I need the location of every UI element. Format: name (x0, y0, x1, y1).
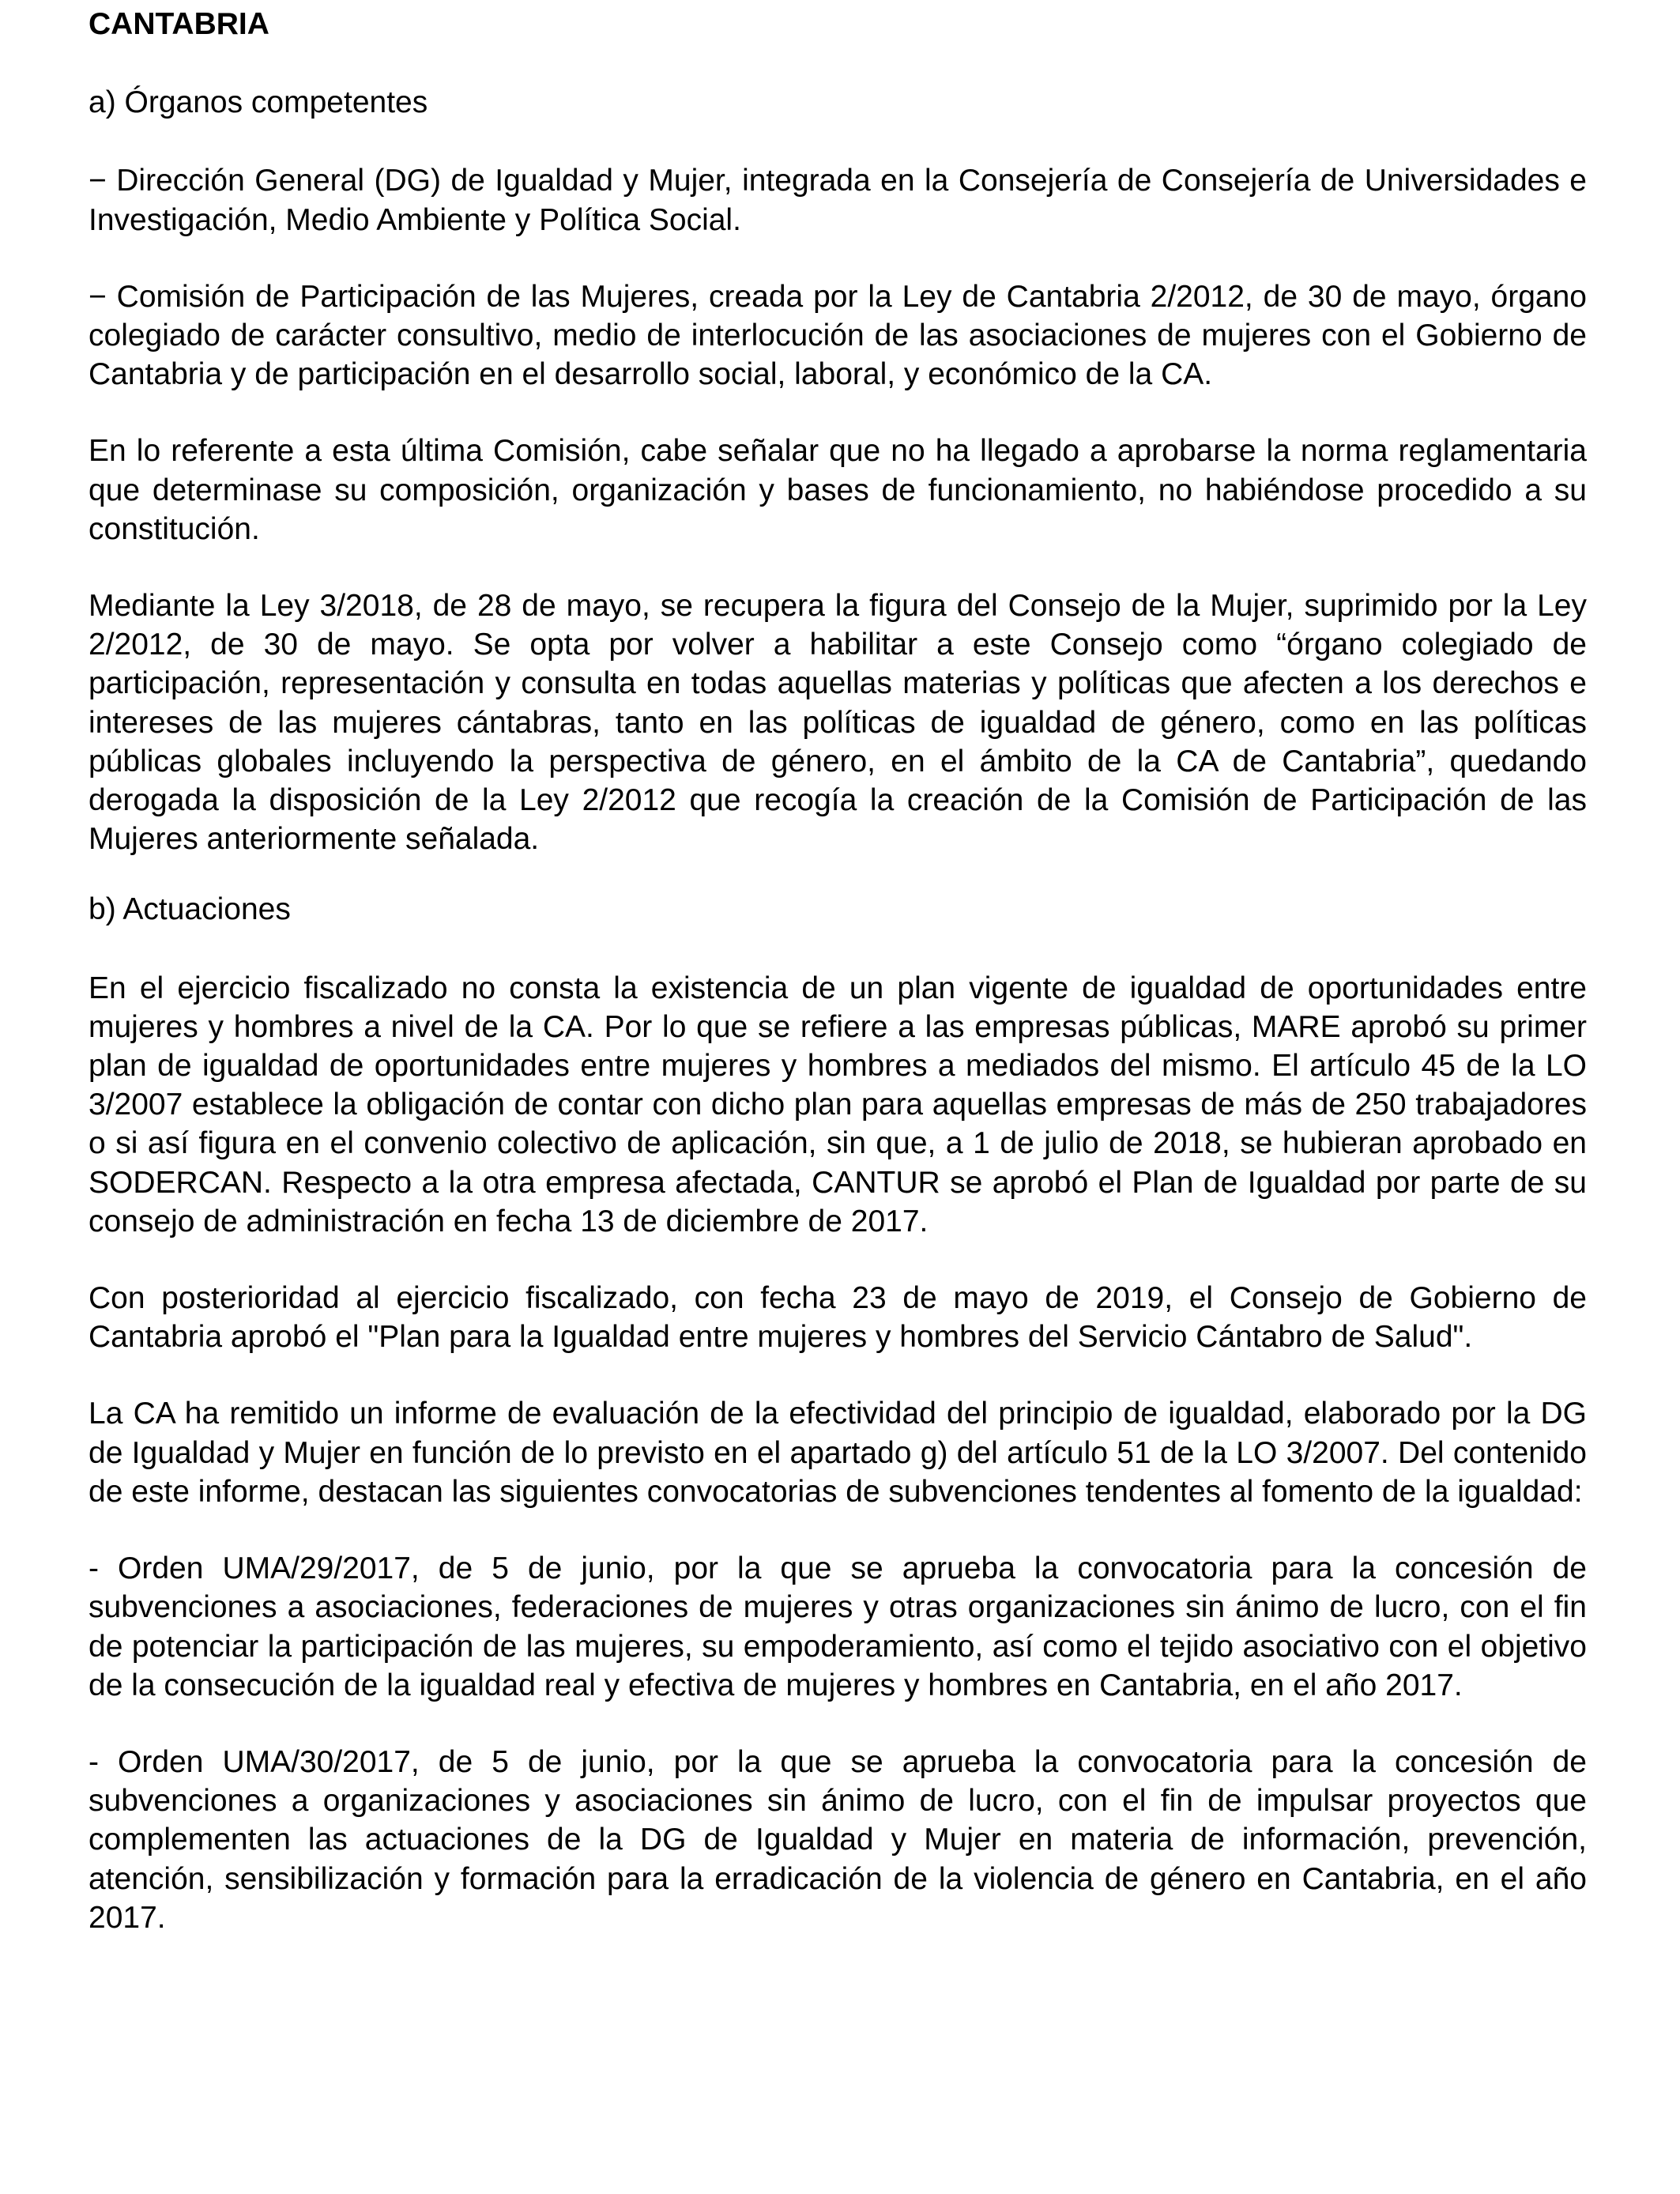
paragraph-ley-3-2018: Mediante la Ley 3/2018, de 28 de mayo, se recupera la figura del Consejo de la Mujer, suprimido por la Ley 2/2012, de 30 de mayo. Se opta por volver a habilitar a este Consejo como “órgano colegiado de participación, representación y consulta en todas aquellas materias y políticas que afecten a los derechos e intereses de las mujeres cántabras, tanto en las políticas de igualdad de género, como en las políticas públicas globales incluyendo la perspectiva de género, en el ámbito de la CA de Cantabria”, quedando derogada la disposición de la Ley 2/2012 que recogía la creación de la Comisión de Participación de las Mujeres anteriormente señalada. (89, 589, 1587, 857)
paragraph-orden-uma-29-2017: - Orden UMA/29/2017, de 5 de junio, por la que se aprueba la convocatoria para la concesión de subvenciones a asociaciones, federaciones de mujeres y otras organizaciones sin ánimo de lucro, con el fin de potenciar la participación de las mujeres, su empoderamiento, así como el tejido asociativo con el objetivo de la consecución de la igualdad real y efectiva de mujeres y hombres en Cantabria, en el año 2017. (89, 1551, 1587, 1702)
paragraph-norma-reglamentaria: En lo referente a esta última Comisión, cabe señalar que no ha llegado a aprobarse la norma reglamentaria que determinase su composición, organización y bases de funcionamiento, no habiéndose procedido a su constitución. (89, 434, 1587, 546)
section-a-heading: a) Órganos competentes (89, 85, 428, 120)
document-title: CANTABRIA (89, 7, 269, 41)
paragraph-orden-uma-30-2017: - Orden UMA/30/2017, de 5 de junio, por la que se aprueba la convocatoria para la concesión de subvenciones a organizaciones y asociaciones sin ánimo de lucro, con el fin de impulsar proyectos que complementen las actuaciones de la DG de Igualdad y Mujer en materia de información, prevención, atención, sensibilización y formación para la erradicación de la violencia de género en Cantabria, en el año 2017. (89, 1744, 1587, 1935)
paragraph-informe-evaluacion: La CA ha remitido un informe de evaluación de la efectividad del principio de igualdad, elaborado por la DG de Igualdad y Mujer en función de lo previsto en el apartado g) del artículo 51 de la LO 3/2007. Del contenido de este informe, destacan las siguientes convocatorias de subvenciones tendentes al fomento de la igualdad: (89, 1397, 1587, 1509)
section-b-heading: b) Actuaciones (89, 892, 291, 927)
paragraph-dg-igualdad: − Dirección General (DG) de Igualdad y Mujer, integrada en la Consejería de Consejería de Universidades e Investigación, Medio Ambiente y Política Social. (89, 164, 1587, 237)
document-page (89, 0, 1587, 1937)
paragraph-plan-servicio-cantabro-salud: Con posterioridad al ejercicio fiscalizado, con fecha 23 de mayo de 2019, el Consejo de Gobierno de Cantabria aprobó el "Plan para la Igualdad entre mujeres y hombres del Servicio Cántabro de Salud". (89, 1281, 1587, 1355)
paragraph-plan-igualdad: En el ejercicio fiscalizado no consta la existencia de un plan vigente de igualdad de oportunidades entre mujeres y hombres a nivel de la CA. Por lo que se refiere a las empresas públicas, MARE aprobó su primer plan de igualdad de oportunidades entre mujeres y hombres a mediados del mismo. El artículo 45 de la LO 3/2007 establece la obligación de contar con dicho plan para aquellas empresas de más de 250 trabajadores o si así figura en el convenio colectivo de aplicación, sin que, a 1 de julio de 2018, se hubieran aprobado en SODERCAN. Respecto a la otra empresa afectada, CANTUR se aprobó el Plan de Igualdad por parte de su consejo de administración en fecha 13 de diciembre de 2017. (89, 971, 1587, 1238)
paragraph-comision-participacion: − Comisión de Participación de las Mujeres, creada por la Ley de Cantabria 2/2012, de 30 de mayo, órgano colegiado de carácter consultivo, medio de interlocución de las asociaciones de mujeres con el Gobierno de Cantabria y de participación en el desarrollo social, laboral, y económico de la CA. (89, 279, 1587, 392)
